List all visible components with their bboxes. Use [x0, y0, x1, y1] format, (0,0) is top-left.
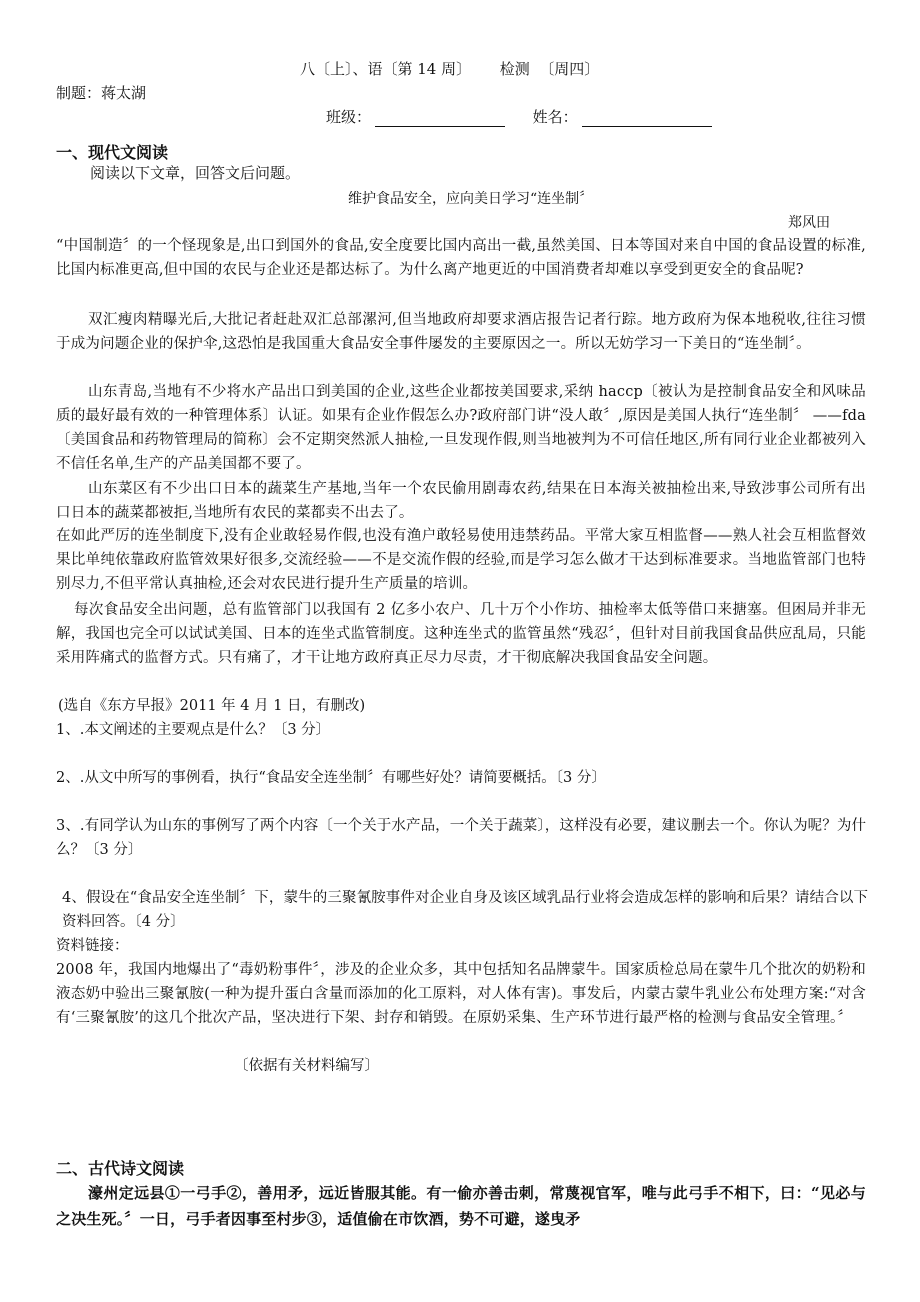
question-1: 1、.本文阐述的主要观点是什么？〔3 分〕: [56, 722, 331, 738]
author-line: 制题：蒋太湖: [56, 84, 147, 102]
article-title: 维护食品安全，应向美日学习“连坐制〞: [348, 191, 594, 207]
paragraph-6: 每次食品安全出问题，总有监管部门以我国有 2 亿多小农户、几十万个小作坊、抽检率太低等借口来搪塞。但困局并非无解，我国也完全可以试试美国、日本的连坐式监管制度。这种连坐式的监管虽然“残忍〞，但针对目前我国食品供应乱局，只能采用阵痛式的监督方式。只有痛了，才干让地方政府真正尽力尽责，才干彻底解决我国食品安全问题。: [56, 602, 866, 666]
class-name-line: [326, 106, 712, 127]
paragraph-2: 双汇瘦肉精曝光后,大批记者赶赴双汇总部漯河,但当地政府却要求酒店报告记者行踪。地方政府为保本地税收,往往习惯于成为问题企业的保护伞,这恐怕是我国重大食品安全事件屡发的主要原因之一。所以无妨学习一下美日的“连坐制〞。: [56, 312, 866, 352]
paragraph-5: 在如此严厉的连坐制度下,没有企业敢轻易作假,也没有渔户敢轻易使用违禁药品。平常大家互相监督——熟人社会互相监督效果比单纯依靠政府监管效果好很多,交流经验——不是交流作假的经验,而是学习怎么做才干达到标准要求。当地监管部门也特别尽力,不但平常认真抽检,还会对农民进行提升生产质量的培训。: [56, 528, 866, 592]
question-4: 4、假设在“食品安全连坐制〞下，蒙牛的三聚氰胺事件对企业自身及该区域乳品行业将会造成怎样的影响和后果？请结合以下资料回答。〔4 分〕: [62, 890, 868, 930]
name-blank[interactable]: [582, 112, 712, 127]
question-2: 2、.从文中所写的事例看，执行“食品安全连坐制〞有哪些好处？请简要概括。〔3 分〕: [56, 770, 606, 786]
page-title: 八〔上〕、语〔第 14 周〕 检测 〔周四〕: [300, 60, 600, 78]
section2-heading: 二、古代诗文阅读: [56, 1159, 185, 1178]
name-label: 姓名：: [532, 108, 578, 126]
class-label: 班级：: [326, 108, 372, 126]
article-author: 郑风田: [788, 215, 830, 231]
material-label: 资料链接：: [56, 938, 129, 954]
instruction: 阅读以下文章，回答文后问题。: [90, 164, 301, 182]
class-blank[interactable]: [375, 112, 505, 127]
section1-heading: 一、现代文阅读: [56, 143, 169, 162]
question-3: 3、.有同学认为山东的事例写了两个内容〔一个关于水产品，一个关于蔬菜〕，这样没有必要，建议删去一个。你认为呢？为什么？〔3 分〕: [56, 818, 866, 858]
source-note: (选自《东方早报》2011 年 4 月 1 日，有删改): [58, 698, 366, 714]
paragraph-4: 山东菜区有不少出口日本的蔬菜生产基地,当年一个农民偷用剧毒农药,结果在日本海关被抽检出来,导致涉事公司所有出口日本的蔬菜都被拒,当地所有农民的菜都卖不出去了。: [56, 481, 866, 521]
paragraph-3: 山东青岛,当地有不少将水产品出口到美国的企业,这些企业都按美国要求,采纳 haccp〔被认为是控制食品安全和风味品质的最好最有效的一种管理体系〕认证。如果有企业作假怎么办?政府部门讲“没人敢〞,原因是美国人执行“连坐制〞 ——fda〔美国食品和药物管理局的简称〕会不定期突然派人抽检,一旦发现作假,则当地被判为不可信任地区,所有同行业企业都被列入不信任名单,生产的产品美国都不要了。: [56, 384, 866, 472]
material-text: 2008 年，我国内地爆出了“毒奶粉事件〞，涉及的企业众多，其中包括知名品牌蒙牛。国家质检总局在蒙牛几个批次的奶粉和液态奶中验出三聚氰胺(一种为提升蛋白含量而添加的化工原料，对人体有害)。事发后，内蒙古蒙牛乳业公布处理方案:“对含有‘三聚氰胺’的这几个批次产品，坚决进行下架、封存和销毁。在原奶采集、生产环节进行最严格的检测与食品安全管理。〞: [56, 962, 866, 1026]
classical-text: 濠州定远县①一弓手②，善用矛，远近皆服其能。有一偷亦善击刺，常蔑视官军，唯与此弓手不相下，曰：“见必与之决生死。〞一日，弓手者因事至村步③，适值偷在市饮酒，势不可避，遂曳矛: [56, 1184, 866, 1228]
paragraph-1: “中国制造〞的一个怪现象是,出口到国外的食品,安全度要比国内高出一截,虽然美国、日本等国对来自中国的食品设置的标准,比国内标准更高,但中国的农民与企业还是都达标了。为什么离产地更近的中国消费者却难以享受到更安全的食品呢?: [56, 238, 866, 278]
material-source: 〔依据有关材料编写〕: [234, 1058, 379, 1074]
